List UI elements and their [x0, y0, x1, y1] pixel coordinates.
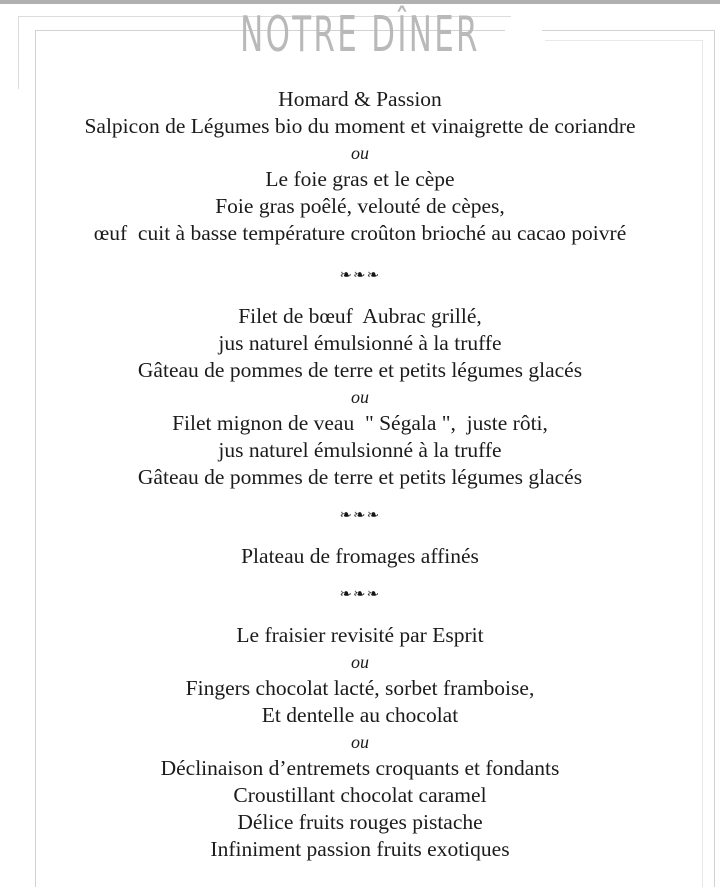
menu-line: Croustillant chocolat caramel: [233, 783, 487, 807]
decorative-frame-inner-right-border: [702, 40, 703, 887]
option-separator: ou: [351, 652, 369, 672]
course-starters: [40, 86, 680, 247]
menu-line: Filet de bœuf Aubrac grillé,: [238, 304, 482, 328]
menu-line: Gâteau de pommes de terre et petits légumes glacés: [137, 358, 583, 382]
menu-line: Le fraisier revisité par Esprit: [236, 623, 484, 647]
menu-line: Plateau de fromages affinés: [241, 544, 479, 568]
decorative-frame-right-border: [714, 30, 715, 887]
menu-line: Déclinaison d’entremets croquants et fondants: [160, 756, 560, 780]
swirl-ornament-icon: ❧❧❧: [339, 508, 381, 523]
decorative-frame-left-border: [35, 30, 36, 887]
menu-line: Gâteau de pommes de terre et petits légumes glacés: [137, 465, 583, 489]
option-separator: ou: [351, 387, 369, 407]
menu-line: œuf cuit à basse température croûton brioché au cacao poivré: [93, 221, 627, 245]
option-separator: ou: [351, 143, 369, 163]
course-mains: [40, 303, 680, 491]
ornament-divider: [40, 267, 680, 285]
swirl-ornament-icon: ❧❧❧: [339, 268, 381, 283]
course-desserts: [40, 622, 680, 863]
menu-line: Délice fruits rouges pistache: [237, 810, 483, 834]
option-separator: ou: [351, 732, 369, 752]
menu-line: Foie gras poêlé, velouté de cèpes,: [215, 194, 505, 218]
menu-body: [40, 86, 680, 863]
menu-line: jus naturel émulsionné à la truffe: [218, 438, 502, 462]
course-cheese: [40, 543, 680, 570]
menu-line: Le foie gras et le cèpe: [265, 167, 455, 191]
top-edge-strip: [0, 0, 720, 4]
ornament-divider: [40, 507, 680, 525]
menu-line: Homard & Passion: [278, 87, 442, 111]
menu-line: Salpicon de Légumes bio du moment et vinaigrette de coriandre: [84, 114, 636, 138]
menu-line: jus naturel émulsionné à la truffe: [218, 331, 502, 355]
menu-line: Et dentelle au chocolat: [261, 703, 459, 727]
menu-line: Infiniment passion fruits exotiques: [210, 837, 510, 861]
page-title: NOTRE DÎNER: [240, 6, 480, 64]
swirl-ornament-icon: ❧❧❧: [339, 587, 381, 602]
menu-line: Fingers chocolat lacté, sorbet framboise,: [185, 676, 535, 700]
menu-line: Filet mignon de veau " Ségala ", juste rôti,: [172, 411, 548, 435]
ornament-divider: [40, 586, 680, 604]
